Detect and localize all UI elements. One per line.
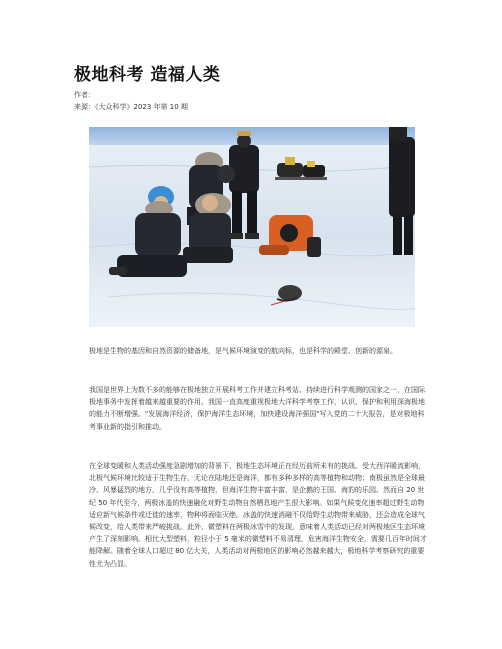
paragraph-2: 我国是世界上为数不多的能够在极地独立开展科考工作并建立科考站、持续进行科学观测的国家之一，在国际极地事务中发挥着越来越重要的作用。我国一直高度重视极地大洋科学考察工作，认识、保护和利用深海极地的能力不断增强。"发展海洋经济，保护海洋生态环境，加快建设海洋强国"写入党的二十大报告，是对极地科考事业新的指引和推动。 (89, 386, 425, 431)
author-line: 作者： (74, 91, 95, 99)
polar-expedition-photo (89, 127, 415, 327)
paragraph-3: 在全球变暖和人类活动强度急剧增加的背景下，极地生态环境正在经历前所未有的挑战。受大西洋暖流影响，北极气候环境比较适于生物生存，无论在陆地还是海洋，都有多种多样的高等植物和动物；南极虽然是全球最冷、风暴猛烈的地方，几乎没有高等植物，但海洋生物丰富丰富，是企鹅的王国、海豹的乐园。然而自 20 世纪 50 年代至今，两极冰盖的快速融化对野生动物自然栖息地产生很大影响。如果气候变化速率超过野生动物适应新气候条件或迁徙的速率，物种将面临灭绝。冰盖的快速消融不仅给野生动物带来威胁，还会造成全球气候改变，给人类带来严峻挑战。此外，微塑料在两极冰雪中的发现，意味着人类活动已经对两极地区生态环境产生了深刻影响。相比大型塑料，粒径小于 5 毫米的微塑料不易清理，危害海洋生物安全，需要几百年时间才能降解。随着全球人口超过 80 亿大关，人类活动对两极地区的影响必然越来越大，极地科学考察研究的重要性尤为凸显。 (89, 462, 427, 568)
source-line: 来源：《大众科学》2023 年第 10 期 (74, 103, 188, 111)
paragraph-1: 极地是生物的基因和自然资源的储备地，是气候环境演变的航向标，也是科学的殿堂、创新的源泉。 (89, 347, 397, 355)
article-title: 极地科考 造福人类 (74, 65, 221, 85)
